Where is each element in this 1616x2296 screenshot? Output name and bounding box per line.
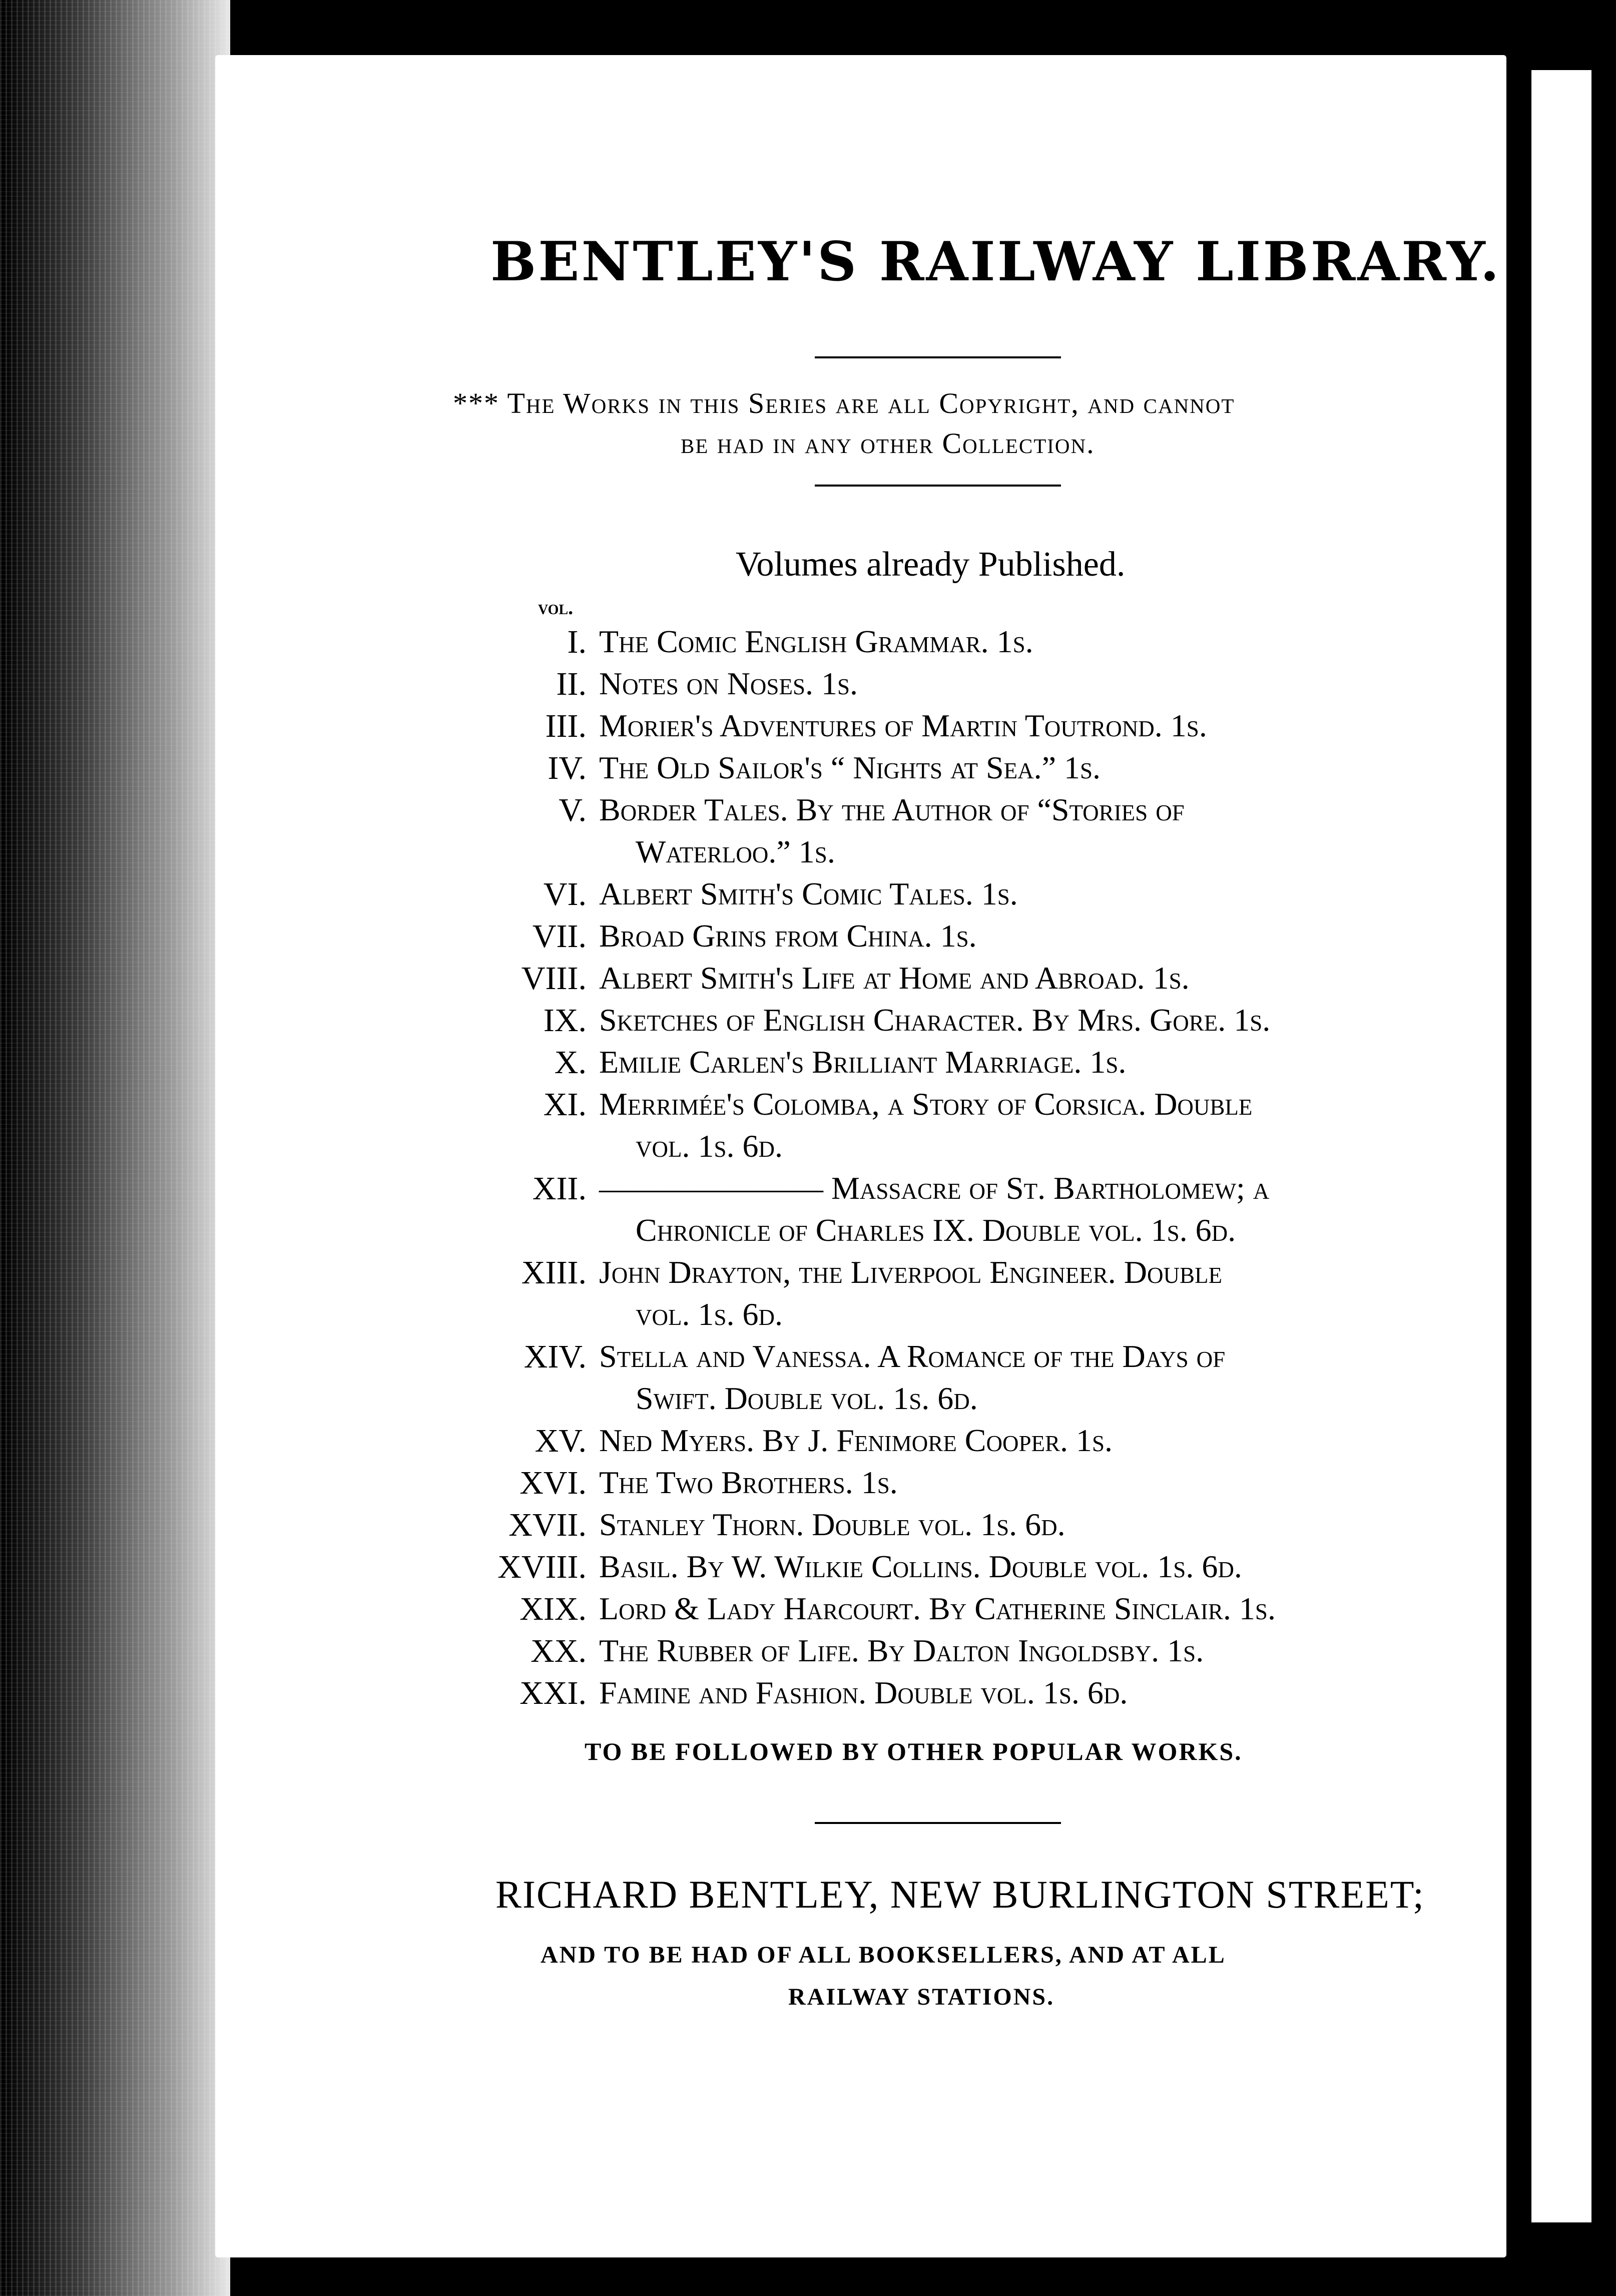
volume-title: Notes on Noses. 1s. [599,666,858,701]
volume-number: III. [545,708,587,744]
volume-title: The Rubber of Life. By Dalton Ingoldsby. 1s. [599,1633,1204,1668]
page-title: BENTLEY'S RAILWAY LIBRARY. [490,230,1501,293]
volume-number: VIII. [521,960,587,997]
copyright-notice-line2: be had in any other Collection. [681,427,1095,460]
volume-title: Morier's Adventures of Martin Toutrond. 1s. [599,708,1207,743]
volume-number: XIII. [521,1254,587,1291]
volume-number: V. [559,792,587,828]
volume-entry [0,749,1616,790]
vol-column-label: vol. [538,596,574,619]
copyright-notice-line1: *** The Works in this Series are all Copyright, and cannot [453,387,1235,419]
volume-number: XXI. [519,1675,587,1711]
volume-title: Emilie Carlen's Brilliant Marriage. 1s. [599,1044,1127,1080]
volume-entry [0,623,1616,664]
facing-page-edge [1531,70,1591,2222]
volume-title: The Comic English Grammar. 1s. [599,624,1033,659]
publisher-line3: RAILWAY STATIONS. [788,1984,1055,2010]
divider-rule [815,356,1061,358]
volume-entry [0,707,1616,748]
volumes-heading: Volumes already Published. [736,545,1126,584]
book-page [215,55,1506,2257]
volume-number: XIX. [519,1591,587,1627]
volume-title: The Two Brothers. 1s. [599,1465,898,1500]
volume-entry [0,1590,1616,1631]
volume-number: XVI. [519,1465,587,1501]
volume-title: ——————— Massacre of St. Bartholomew; a [599,1170,1270,1206]
volume-title: Basil. By W. Wilkie Collins. Double vol. 1s. 6d. [599,1549,1242,1584]
volume-title-continued: Chronicle of Charles IX. Double vol. 1s. 6d. [636,1212,1236,1248]
volume-entry [0,791,1616,869]
divider-rule [815,1822,1061,1824]
volume-entry [0,960,1616,1001]
volume-title: Lord & Lady Harcourt. By Catherine Sinclair. 1s. [599,1591,1276,1626]
volume-number: XV. [534,1423,587,1459]
volume-number: XVII. [508,1507,587,1543]
volume-number: II. [556,666,587,702]
volume-title: The Old Sailor's “ Nights at Sea.” 1s. [599,750,1101,785]
volume-title-continued: vol. 1s. 6d. [636,1296,783,1332]
volume-number: VII. [532,918,587,955]
volume-entry [0,917,1616,959]
volume-title: Merrimée's Colomba, a Story of Corsica. Double [599,1086,1253,1122]
volume-entry [0,1086,1616,1164]
volume-entry [0,875,1616,916]
volume-title: Albert Smith's Comic Tales. 1s. [599,876,1018,911]
volume-entry [0,1506,1616,1547]
volume-number: XIV. [523,1338,587,1375]
volume-number: XI. [543,1086,587,1123]
volume-entry [0,1044,1616,1085]
volume-number: I. [567,624,587,660]
volume-title: Famine and Fashion. Double vol. 1s. 6d. [599,1675,1128,1710]
volume-entry [0,1548,1616,1589]
book-binding-edge [0,0,230,2296]
volume-entry [0,1170,1616,1248]
volume-title: Stella and Vanessa. A Romance of the Days of [599,1338,1226,1374]
volume-title-continued: Swift. Double vol. 1s. 6d. [636,1381,978,1416]
volume-number: IV. [548,750,587,786]
volume-title: Border Tales. By the Author of “Stories of [599,792,1185,827]
volume-entry [0,1632,1616,1673]
volume-title-continued: vol. 1s. 6d. [636,1128,783,1164]
volume-title: Stanley Thorn. Double vol. 1s. 6d. [599,1507,1065,1542]
volume-entry [0,1422,1616,1463]
volume-title: Ned Myers. By J. Fenimore Cooper. 1s. [599,1423,1113,1458]
volume-number: XVIII. [497,1549,587,1585]
publisher-name: RICHARD BENTLEY, NEW BURLINGTON STREET; [495,1873,1425,1916]
volume-number: X. [554,1044,587,1081]
announcement: TO BE FOLLOWED BY OTHER POPULAR WORKS. [585,1737,1243,1765]
volume-title: Albert Smith's Life at Home and Abroad. 1s. [599,960,1190,996]
volume-title: John Drayton, the Liverpool Engineer. Double [599,1254,1222,1290]
volume-entry [0,1002,1616,1043]
volume-entry [0,1464,1616,1505]
volume-number: XX. [530,1633,587,1669]
volume-entry [0,1254,1616,1332]
volume-number: XII. [532,1170,587,1207]
volume-entry [0,1674,1616,1715]
volume-entry [0,665,1616,706]
volume-title: Broad Grins from China. 1s. [599,918,977,954]
volume-entry [0,1338,1616,1416]
volume-title-continued: Waterloo.” 1s. [636,834,835,869]
volume-number: IX. [543,1002,587,1039]
divider-rule [815,485,1061,487]
volume-title: Sketches of English Character. By Mrs. Gore. 1s. [599,1002,1271,1038]
volume-number: VI. [543,876,587,912]
publisher-line2: AND TO BE HAD OF ALL BOOKSELLERS, AND AT ALL [541,1942,1226,1968]
